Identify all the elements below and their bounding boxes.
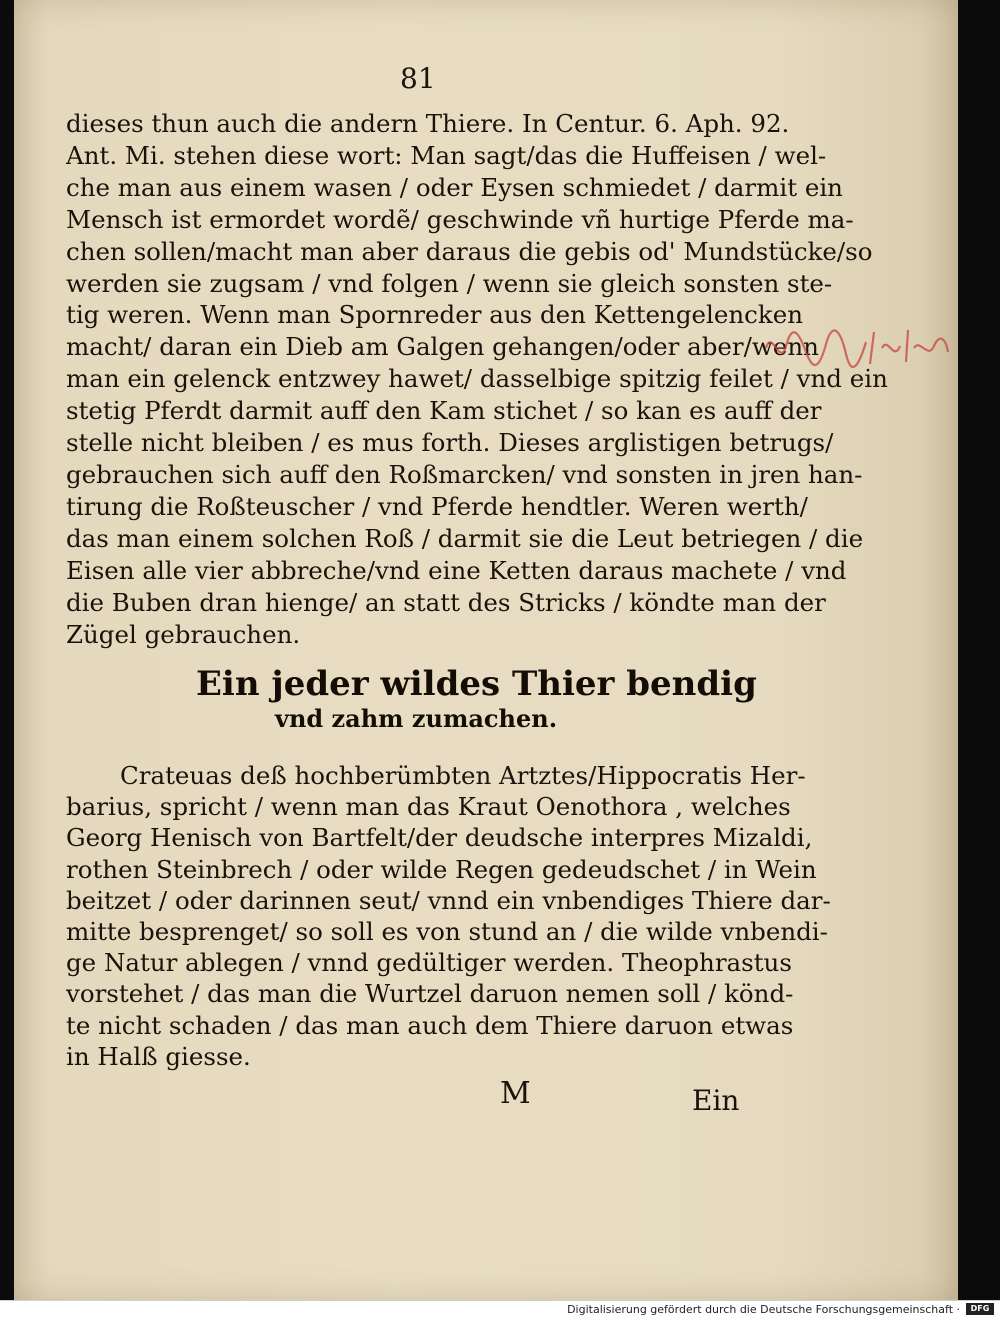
text-line: dieses thun auch die andern Thiere. In Centur. 6. Aph. 92.: [66, 109, 790, 138]
section-heading: Ein jeder wildes Thier bendig: [196, 664, 757, 704]
text-line: chen sollen/macht man aber daraus die gebis od' Mundstücke/so: [66, 236, 873, 266]
text-line: Mensch ist ermordet wordẽ/ geschwinde vñ hurtige Pferde ma-: [66, 204, 854, 234]
text-line: mitte besprenget/ so soll es von stund an / die wilde vnbendi-: [66, 917, 828, 947]
text-line: werden sie zugsam / vnd folgen / wenn sie gleich sonsten ste-: [66, 268, 833, 298]
text-line: Zügel gebrauchen.: [66, 619, 301, 649]
text-line: Georg Henisch von Bartfelt/der deudsche interpres Mizaldi,: [66, 823, 813, 853]
text-line: man ein gelenck entzwey hawet/ dasselbige spitzig feilet / vnd ein: [66, 364, 888, 394]
text-line: stetig Pferdt darmit auff den Kam stichet / so kan es auff der: [66, 396, 822, 426]
catchword: Ein: [692, 1084, 740, 1117]
text-line: stelle nicht bleiben / es mus forth. Dieses arglistigen betrugs/: [66, 428, 834, 458]
text-line: tig weren. Wenn man Spornreder aus den Kettengelencken: [66, 300, 803, 330]
text-line: barius, spricht / wenn man das Kraut Oenothora , welches: [66, 792, 791, 822]
handwritten-margin-note: [762, 318, 952, 378]
text-line: macht/ daran ein Dieb am Galgen gehangen/oder aber/wenn: [66, 332, 819, 362]
text-line: vorstehet / das man die Wurtzel daruon nemen soll / könd-: [66, 979, 794, 1009]
text-line: das man einem solchen Roß / darmit sie die Leut betriegen / die: [66, 523, 864, 553]
text-line: Crateuas deß hochberümbten Artztes/Hippocratis Her-: [120, 761, 806, 790]
paragraph-1: [66, 108, 888, 650]
text-line: in Halß giesse.: [66, 1041, 251, 1071]
text-line: rothen Steinbrech / oder wilde Regen gedeudschet / in Wein: [66, 854, 817, 884]
text-line: gebrauchen sich auff den Roßmarcken/ vnd sonsten in jren han-: [66, 459, 863, 489]
text-line: beitzet / oder darinnen seut/ vnnd ein vnbendiges Thiere dar-: [66, 885, 831, 915]
text-line: Ant. Mi. stehen diese wort: Man sagt/das die Huffeisen / wel-: [66, 140, 827, 170]
section-subheading: vnd zahm zumachen.: [275, 704, 558, 733]
page-number: 81: [400, 62, 436, 95]
text-line: Eisen alle vier abbreche/vnd eine Ketten daraus machete / vnd: [66, 555, 847, 585]
footer-bar: [0, 1300, 1000, 1318]
text-line: ge Natur ablegen / vnnd gedültiger werden. Theophrastus: [66, 948, 792, 978]
funding-credit: Digitalisierung gefördert durch die Deutsche Forschungsgemeinschaft ·: [567, 1303, 960, 1316]
paragraph-2: [66, 760, 831, 1072]
text-line: te nicht schaden / das man auch dem Thiere daruon etwas: [66, 1010, 794, 1040]
dfg-logo: DFG: [966, 1303, 994, 1315]
text-line: tirung die Roßteuscher / vnd Pferde hendtler. Weren werth/: [66, 491, 808, 521]
signature-mark: M: [500, 1076, 531, 1111]
text-line: che man aus einem wasen / oder Eysen schmiedet / darmit ein: [66, 172, 843, 202]
text-line: die Buben dran hienge/ an statt des Stricks / köndte man der: [66, 587, 826, 617]
